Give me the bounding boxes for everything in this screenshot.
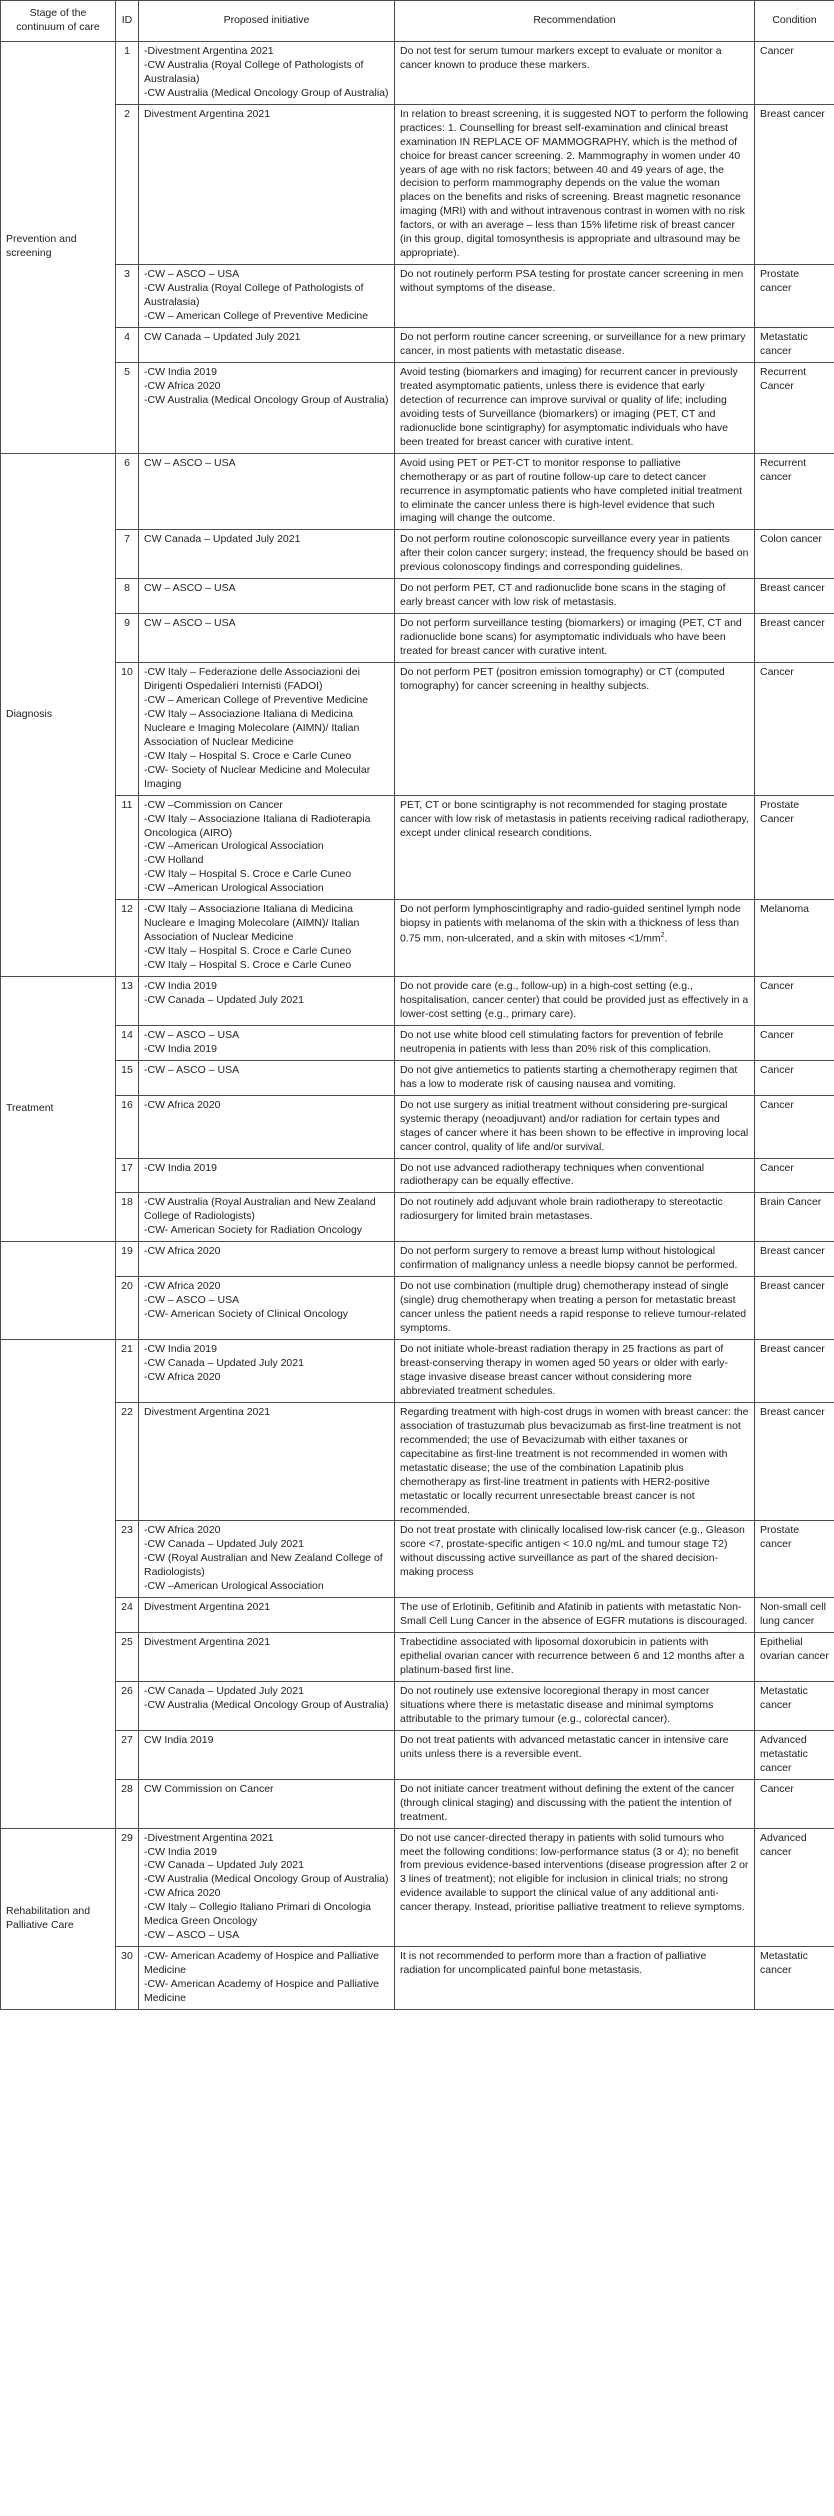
header-condition: Condition [755,1,834,42]
recommendation-cell [395,328,755,363]
initiative-line: -CW Canada – Updated July 2021 [144,1859,304,1872]
recommendation-cell [395,362,755,453]
initiative-line: -CW India 2019 [144,1161,217,1174]
initiative-cell [139,1402,395,1521]
initiative-cell [139,1095,395,1158]
initiative-line: -CW –Commission on Cancer [144,798,283,811]
condition-cell: Recurrent cancer [755,453,834,530]
condition-cell: Advanced metastatic cancer [755,1730,834,1779]
recommendation-text: Do not routinely use extensive locoregional therapy in most cancer situations where there is metastatic disease and minimal symptoms attributable to the primary tumour (e.g., colorectal cancer). [400,1684,714,1725]
table-row [1,1095,834,1158]
header-id: ID [116,1,139,42]
initiative-cell [139,530,395,579]
recommendation-cell [395,1193,755,1242]
initiative-line: -CW (Royal Australian and New Zealand College of Radiologists) [144,1552,383,1579]
condition-cell: Cancer [755,1095,834,1158]
condition-cell: Prostate cancer [755,265,834,328]
recommendation-text: Do not perform routine cancer screening, or surveillance for a new primary cancer, in most patients with metastatic disease. [400,331,746,357]
table-row [1,977,834,1026]
id-cell: 1 [116,41,139,104]
id-cell: 26 [116,1681,139,1730]
recommendation-text: Do not perform surgery to remove a breast lump without histological confirmation of malignancy unless a needle biopsy cannot be performed. [400,1245,738,1272]
condition-cell: Recurrent Cancer [755,362,834,453]
initiative-line: CW India 2019 [144,1733,214,1746]
recommendation-cell [395,453,755,530]
id-cell: 28 [116,1779,139,1828]
recommendation-cell [395,614,755,663]
initiative-line: -CW Australia (Medical Oncology Group of Australia) [144,1698,389,1711]
recommendation-cell [395,1340,755,1403]
initiative-cell [139,663,395,796]
initiative-line: -CW Canada – Updated July 2021 [144,1356,304,1369]
initiative-cell [139,1277,395,1340]
initiative-line: Divestment Argentina 2021 [144,107,271,120]
initiative-cell [139,614,395,663]
table-row [1,1193,834,1242]
recommendation-cell [395,1242,755,1277]
initiative-line: -CW Italy – Associazione Italiana di Radioterapia Oncologica (AIRO) [144,812,371,839]
initiative-line: -CW- Society of Nuclear Medicine and Molecular Imaging [144,763,371,790]
recommendation-text: In relation to breast screening, it is suggested NOT to perform the following practices: 1. Counselling for breast self-examination and clinical breast examination IN REPLACE OF MAMMOGRAPHY, which is the method of choice for breast cancer screening. 2. Mammography in women under 40 years of age with no risk factors; between 40 and 49 years of age, the decision to perform mammography depends on the value the woman places on the benefits and risks of screening. Breast magnetic resonance imaging (MRI) with and without intravenous contrast in women with no risk factors, or with an average – less than 15% lifetime risk of breast cancer (in this group, digital tomosynthesis is appropriate and ultrasound may be appropriate). [400,107,749,260]
condition-cell: Breast cancer [755,614,834,663]
condition-cell: Cancer [755,1779,834,1828]
initiative-line: -CW Italy – Associazione Italiana di Medicina Nucleare e Imaging Molecolare (AIMN)/ Italian Association of Nuclear Medicine [144,707,360,748]
table-row [1,1521,834,1598]
id-cell: 29 [116,1828,139,1947]
recommendation-text: Regarding treatment with high-cost drugs in women with breast cancer: the association of trastuzumab plus bevacizumab as first-line treatment is not recommended; the use of Bevacizumab with either taxanes or capecitabine as first-line treatment is not recommended in women with metastatic disease; the use of the combination Lapatinib plus chemotherapy as first-line treatment in patients with HER2-positive metastatic or locally recurrent unresectable breast cancer is not recommended. [400,1405,749,1516]
initiative-line: -CW Africa 2020 [144,379,221,392]
id-cell: 7 [116,530,139,579]
recommendation-text: Avoid testing (biomarkers and imaging) for recurrent cancer in previously treated asymptomatic patients, unless there is evidence that early detection of recurrence can improve survival or quality of life; including avoiding tests of Surveillance (biomarkers) or imaging (PET, CT and radionuclide bone scintigraphy) for asymptomatic individuals who have been treated for breast cancer with curative intent. [400,365,738,448]
condition-cell: Breast cancer [755,1340,834,1403]
recommendation-cell [395,1060,755,1095]
initiative-line: -CW – ASCO – USA [144,268,240,281]
condition-cell: Cancer [755,663,834,796]
initiative-cell [139,977,395,1026]
recommendation-text: Do not treat prostate with clinically localised low-risk cancer (e.g., Gleason score <7, prostate-specific antigen < 10.0 ng/mL and tumour stage T2) without discussing active surveillance as part of the shared decision-making process [400,1524,745,1579]
table-row [1,41,834,104]
recommendation-text: Do not initiate cancer treatment without defining the extent of the cancer (through clinical staging) and discussing with the patient the intention of treatment. [400,1782,735,1823]
initiative-line: Divestment Argentina 2021 [144,1601,271,1614]
condition-cell: Cancer [755,1060,834,1095]
header-recommendation: Recommendation [395,1,755,42]
condition-cell: Prostate cancer [755,1521,834,1598]
initiative-line: -CW – American College of Preventive Medicine [144,693,369,706]
id-cell: 6 [116,453,139,530]
initiative-line: CW – ASCO – USA [144,617,236,630]
initiative-cell [139,1340,395,1403]
initiative-line: -CW India 2019 [144,1343,217,1356]
initiative-line: -CW Australia (Medical Oncology Group of Australia) [144,393,389,406]
recommendation-text: Do not treat patients with advanced metastatic cancer in intensive care units unless there is a reversible event. [400,1733,729,1760]
initiative-cell [139,1681,395,1730]
initiative-line: CW – ASCO – USA [144,456,236,469]
table-row [1,453,834,530]
initiative-line: -CW – ASCO – USA [144,1294,240,1307]
condition-cell: Prostate Cancer [755,795,834,900]
recommendation-text: Trabectidine associated with liposomal doxorubicin in patients with epithelial ovarian cancer with recurrence between 6 and 12 months after a platinum-based first line. [400,1636,745,1677]
initiative-line: -CW- American Academy of Hospice and Palliative Medicine [144,1978,379,2005]
id-cell: 3 [116,265,139,328]
recommendation-cell [395,1828,755,1947]
table-row [1,1277,834,1340]
recommendation-cell [395,265,755,328]
id-cell: 22 [116,1402,139,1521]
table-row [1,328,834,363]
initiative-cell [139,1060,395,1095]
initiative-line: -CW Italy – Federazione delle Associazioni dei Dirigenti Ospedalieri Internisti (FADOI) [144,666,360,692]
condition-cell: Cancer [755,41,834,104]
table-row [1,795,834,900]
id-cell: 18 [116,1193,139,1242]
initiative-line: -CW –American Urological Association [144,882,324,895]
initiative-cell [139,1521,395,1598]
initiative-cell [139,41,395,104]
initiative-line: -CW Australia (Medical Oncology Group of Australia) [144,1873,389,1886]
condition-cell: Colon cancer [755,530,834,579]
table-row [1,1779,834,1828]
initiative-line: -Divestment Argentina 2021 [144,44,274,57]
condition-cell: Breast cancer [755,579,834,614]
table-row [1,1340,834,1403]
table-row [1,530,834,579]
recommendation-text: Do not use surgery as initial treatment without considering pre-surgical systemic therapy (neoadjuvant) and/or radiation for certain types and stages of cancer where it has been shown to be effective in improving local cancer control, quality of life and/or survival. [400,1098,749,1153]
recommendation-tail: . [664,932,668,945]
condition-cell: Breast cancer [755,1402,834,1521]
table-row [1,1730,834,1779]
condition-cell: Breast cancer [755,1242,834,1277]
initiative-line: -CW Italy – Hospital S. Croce e Carle Cuneo [144,868,352,881]
id-cell: 12 [116,900,139,977]
initiative-cell [139,1193,395,1242]
recommendation-text: Do not routinely perform PSA testing for prostate cancer screening in men without symptoms of the disease. [400,268,744,295]
initiative-cell [139,1779,395,1828]
table-header-row [1,1,834,42]
table-row [1,663,834,796]
recommendation-text: Do not perform surveillance testing (biomarkers) or imaging (PET, CT and radionuclide bone scans) for asymptomatic individuals who have been treated for breast cancer with curative intent. [400,617,742,658]
initiative-line: -CW – ASCO – USA [144,1063,240,1076]
recommendation-text: Do not use white blood cell stimulating factors for prevention of febrile neutropenia in patients with less than 20% risk of this complication. [400,1028,724,1055]
initiative-line: -CW India 2019 [144,980,217,993]
initiative-cell [139,1158,395,1193]
initiative-line: -CW Australia (Royal Australian and New Zealand College of Radiologists) [144,1196,376,1223]
initiative-line: -CW India 2019 [144,365,217,378]
initiative-cell [139,900,395,977]
recommendation-superscript: 2 [660,932,665,940]
recommendation-text: Do not test for serum tumour markers except to evaluate or monitor a cancer known to produce these markers. [400,44,722,71]
table-row [1,1598,834,1633]
initiative-line: -CW Africa 2020 [144,1280,221,1293]
table-row [1,1242,834,1277]
table-row [1,1828,834,1947]
initiative-cell [139,1633,395,1682]
header-initiative: Proposed initiative [139,1,395,42]
condition-cell: Epithelial ovarian cancer [755,1633,834,1682]
initiative-line: -CW- American Society of Clinical Oncology [144,1308,349,1321]
id-cell: 30 [116,1947,139,2010]
initiative-cell [139,453,395,530]
condition-cell: Melanoma [755,900,834,977]
initiative-line: -CW Africa 2020 [144,1524,221,1537]
initiative-cell [139,579,395,614]
recommendation-cell [395,1277,755,1340]
table-row [1,900,834,977]
stage-cell: Diagnosis [1,453,116,976]
initiative-cell [139,1828,395,1947]
initiative-line: -CW Africa 2020 [144,1098,221,1111]
id-cell: 9 [116,614,139,663]
initiative-cell [139,104,395,264]
condition-cell: Metastatic cancer [755,1681,834,1730]
initiative-line: CW – ASCO – USA [144,582,236,595]
stage-cell [1,1242,116,1340]
initiative-line: -CW- American Academy of Hospice and Palliative Medicine [144,1950,379,1977]
condition-cell: Advanced cancer [755,1828,834,1947]
initiative-line: -CW Africa 2020 [144,1887,221,1900]
initiative-line: -CW – American College of Preventive Medicine [144,310,369,323]
condition-cell: Metastatic cancer [755,328,834,363]
id-cell: 11 [116,795,139,900]
recommendation-text: Do not use combination (multiple drug) chemotherapy instead of single (single) drug chemotherapy when treating a person for metastatic breast cancer unless the patient needs a rapid response to relieve tumour-related symptoms. [400,1280,747,1335]
id-cell: 23 [116,1521,139,1598]
id-cell: 19 [116,1242,139,1277]
table-row [1,1158,834,1193]
initiative-line: CW Canada – Updated July 2021 [144,331,301,344]
recommendation-text: Do not routinely add adjuvant whole brain radiotherapy to stereotactic radiosurgery for limited brain metastases. [400,1196,723,1223]
initiative-line: -CW – ASCO – USA [144,1929,240,1942]
recommendation-cell [395,795,755,900]
condition-cell: Non-small cell lung cancer [755,1598,834,1633]
id-cell: 20 [116,1277,139,1340]
recommendation-text: Do not use advanced radiotherapy techniques when conventional radiotherapy can be equally effective. [400,1161,705,1188]
recommendation-cell [395,1095,755,1158]
table-row [1,104,834,264]
recommendation-cell [395,104,755,264]
recommendation-text: Do not give antiemetics to patients starting a chemotherapy regimen that has a low to moderate risk of causing nausea and vomiting. [400,1063,738,1090]
recommendation-cell [395,1598,755,1633]
table-row [1,614,834,663]
table-body [1,41,834,2009]
recommendation-text: Do not perform routine colonoscopic surveillance every year in patients after their colon cancer surgery; instead, the frequency should be based on previous colonoscopy findings and corresponding guidelines. [400,533,749,574]
recommendation-cell [395,530,755,579]
table-row [1,1402,834,1521]
initiative-cell [139,1947,395,2010]
initiative-line: CW Commission on Cancer [144,1782,274,1795]
id-cell: 25 [116,1633,139,1682]
recommendation-text: Do not provide care (e.g., follow-up) in a high-cost setting (e.g., hospitalisation, cancer center) that could be provided just as effectively in a lower-cost setting (e.g., primary care). [400,980,749,1020]
table-row [1,1633,834,1682]
id-cell: 21 [116,1340,139,1403]
initiative-line: -CW Italy – Collegio Italiano Primari di Oncologia Medica Green Oncology [144,1901,372,1928]
initiative-line: -CW Africa 2020 [144,1370,221,1383]
initiative-line: -CW Italy – Associazione Italiana di Medicina Nucleare e Imaging Molecolare (AIMN)/ Italian Association of Nuclear Medicine [144,903,360,944]
stage-cell: Prevention and screening [1,41,116,453]
stage-cell: Treatment [1,977,116,1242]
initiative-line: -CW Holland [144,854,204,867]
initiative-cell [139,362,395,453]
initiative-line: -CW Australia (Medical Oncology Group of Australia) [144,86,389,99]
table-row [1,265,834,328]
initiative-line: Divestment Argentina 2021 [144,1636,271,1649]
recommendation-cell [395,1158,755,1193]
initiative-line: -CW –American Urological Association [144,1580,324,1593]
recommendation-text: Do not perform PET (positron emission tomography) or CT (computed tomography) for cancer screening in healthy subjects. [400,666,725,692]
recommendation-text: Avoid using PET or PET-CT to monitor response to palliative chemotherapy or as part of routine follow-up care to detect cancer recurrence in asymptomatic patients who have completed initial treatment to eliminate the cancer unless there is high-level evidence that such imaging will change the outcome. [400,456,742,525]
initiative-cell [139,1242,395,1277]
condition-cell: Cancer [755,977,834,1026]
condition-cell: Brain Cancer [755,1193,834,1242]
table-row [1,362,834,453]
recommendation-text: Do not use cancer-directed therapy in patients with solid tumours who meet the following conditions: low-performance status (3 or 4); no benefit from previous evidence-based interventions (disease progression after 2 or 3 lines of treatment); not eligible for inclusion in clinical trials; no strong evidence available to support the clinical value of any additional anti-cancer therapy. Instead, prioritise palliative treatment to relieve symptoms. [400,1831,749,1914]
stage-cell [1,1340,116,1829]
table-row [1,1947,834,2010]
recommendation-cell [395,900,755,977]
recommendation-cell [395,1633,755,1682]
id-cell: 10 [116,663,139,796]
recommendation-cell [395,41,755,104]
condition-cell: Breast cancer [755,104,834,264]
id-cell: 2 [116,104,139,264]
recommendation-cell [395,1681,755,1730]
recommendation-cell [395,977,755,1026]
recommendation-text: The use of Erlotinib, Gefitinib and Afatinib in patients with metastatic Non-Small Cell Lung Cancer in the absence of EGFR mutations is discouraged. [400,1601,748,1628]
initiative-line: -CW Italy – Hospital S. Croce e Carle Cuneo [144,749,352,762]
initiative-cell [139,328,395,363]
initiative-line: -CW- American Society for Radiation Oncology [144,1224,363,1237]
initiative-cell [139,1025,395,1060]
initiative-line: -CW –American Urological Association [144,840,324,853]
recommendation-cell [395,663,755,796]
recommendation-cell [395,1402,755,1521]
initiative-line: -CW India 2019 [144,1042,217,1055]
id-cell: 4 [116,328,139,363]
id-cell: 17 [116,1158,139,1193]
initiative-line: CW Canada – Updated July 2021 [144,533,301,546]
initiative-cell [139,1730,395,1779]
initiative-line: -CW Canada – Updated July 2021 [144,1538,304,1551]
header-stage: Stage of the continuum of care [1,1,116,42]
recommendation-text: Do not perform PET, CT and radionuclide bone scans in the staging of early breast cancer with low risk of metastasis. [400,582,726,609]
initiative-line: -Divestment Argentina 2021 [144,1831,274,1844]
id-cell: 14 [116,1025,139,1060]
initiative-line: -CW – ASCO – USA [144,1028,240,1041]
recommendation-text: It is not recommended to perform more than a fraction of palliative radiation for uncomplicated painful bone metastasis. [400,1950,707,1977]
condition-cell: Cancer [755,1025,834,1060]
initiative-line: -CW Australia (Royal College of Pathologists of Australasia) [144,282,364,309]
initiative-cell [139,1598,395,1633]
initiative-line: -CW India 2019 [144,1845,217,1858]
id-cell: 27 [116,1730,139,1779]
initiative-line: -CW Australia (Royal College of Pathologists of Australasia) [144,58,364,85]
recommendation-cell [395,579,755,614]
initiative-cell [139,795,395,900]
recommendation-text: Do not initiate whole-breast radiation therapy in 25 fractions as part of breast-conserving therapy in women aged 50 years or older with early-stage invasive disease breast cancer without considering more abbreviated treatment schedules. [400,1343,728,1397]
condition-cell: Cancer [755,1158,834,1193]
id-cell: 5 [116,362,139,453]
stage-cell: Rehabilitation and Palliative Care [1,1828,116,2009]
initiative-line: -CW Italy – Hospital S. Croce e Carle Cuneo [144,945,352,958]
initiative-line: -CW Canada – Updated July 2021 [144,994,304,1006]
id-cell: 24 [116,1598,139,1633]
recommendation-cell [395,1947,755,2010]
id-cell: 13 [116,977,139,1026]
id-cell: 8 [116,579,139,614]
initiative-line: Divestment Argentina 2021 [144,1405,271,1418]
recommendation-cell [395,1730,755,1779]
id-cell: 16 [116,1095,139,1158]
recommendation-cell [395,1025,755,1060]
recommendation-cell [395,1779,755,1828]
table-row [1,579,834,614]
recommendation-cell [395,1521,755,1598]
initiative-cell [139,265,395,328]
recommendation-text: PET, CT or bone scintigraphy is not recommended for staging prostate cancer with low risk of metastasis in patients receiving radical radiotherapy, except under clinical research conditions. [400,798,749,839]
initiative-line: -CW Africa 2020 [144,1245,221,1258]
id-cell: 15 [116,1060,139,1095]
table-row [1,1025,834,1060]
initiative-line: -CW Canada – Updated July 2021 [144,1684,304,1697]
table-row [1,1681,834,1730]
table-row [1,1060,834,1095]
initiative-line: -CW Italy – Hospital S. Croce e Carle Cuneo [144,959,352,972]
recommendation-text: Do not perform lymphoscintigraphy and radio-guided sentinel lymph node biopsy in patients with melanoma of the skin with a thickness of less than 0.75 mm, non-ulcerated, and a skin with mitoses <1/mm [400,903,741,945]
condition-cell: Metastatic cancer [755,1947,834,2010]
condition-cell: Breast cancer [755,1277,834,1340]
